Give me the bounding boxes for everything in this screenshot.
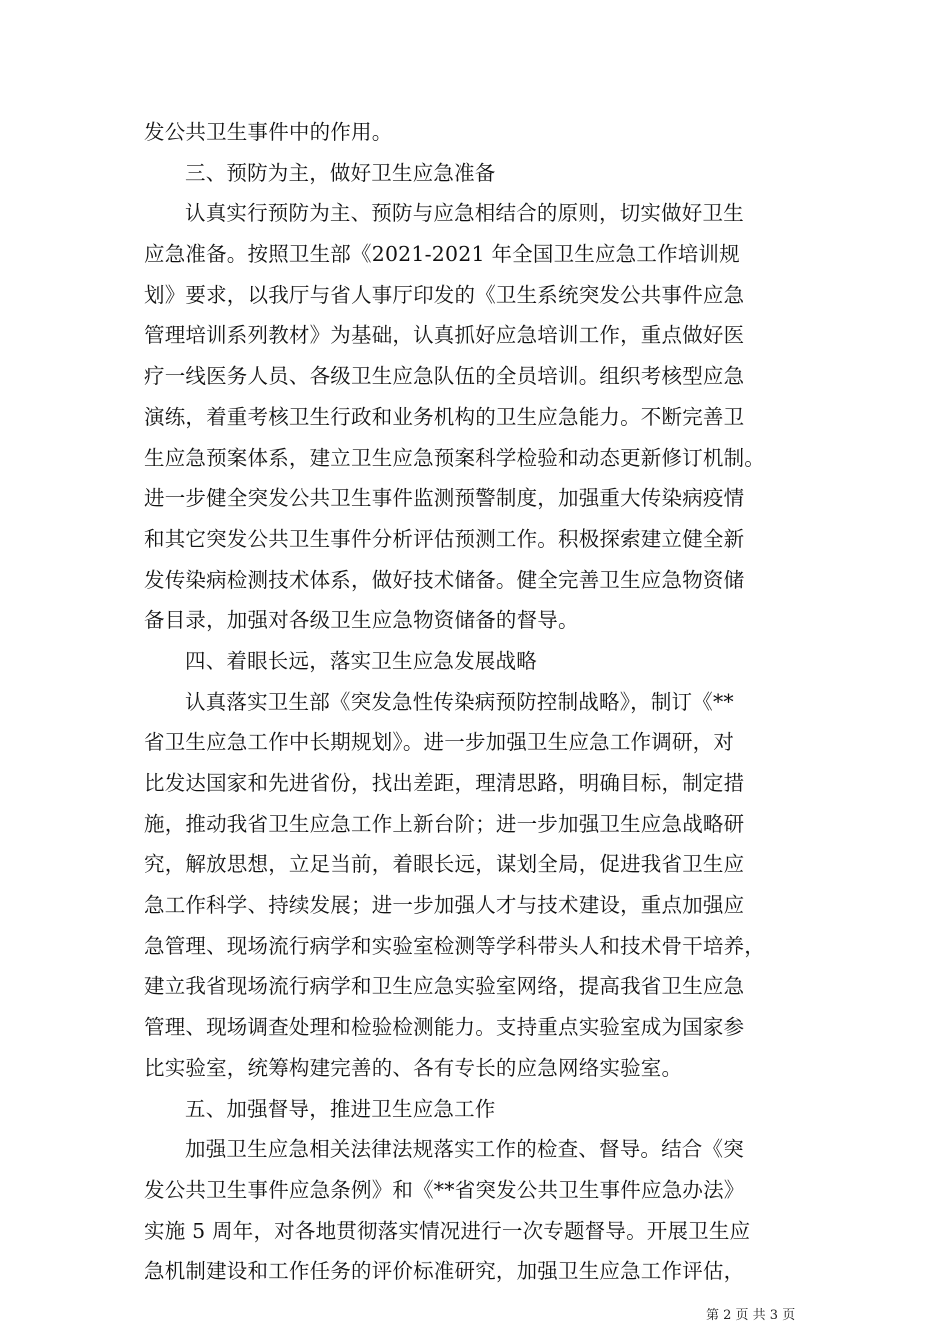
page-number: 第 2 页 共 3 页 (706, 1308, 796, 1323)
text-line: 施，推动我省卫生应急工作上新台阶；进一步加强卫生应急战略研 (144, 811, 745, 836)
text-line: 比发达国家和先进省份，找出差距，理清思路，明确目标，制定措 (144, 771, 745, 795)
text-line: 省卫生应急工作中长期规划》。进一步加强卫生应急工作调研，对 (144, 730, 735, 755)
text-line: 划》要求，以我厅与省人事厅印发的《卫生系统突发公共事件应急 (144, 282, 745, 307)
text-line: 实施 5 周年，对各地贯彻落实情况进行一次专题督导。开展卫生应 (144, 1218, 751, 1243)
text-line: 五、加强督导，推进卫生应急工作 (185, 1096, 496, 1121)
text-line: 发传染病检测技术体系，做好技术储备。健全完善卫生应急物资储 (144, 567, 745, 592)
text-line: 比实验室，统筹构建完善的、各有专长的应急网络实验室。 (144, 1055, 683, 1080)
text-line: 急工作科学、持续发展；进一步加强人才与技术建设，重点加强应 (144, 893, 745, 918)
text-line: 疗一线医务人员、各级卫生应急队伍的全员培训。组织考核型应急 (144, 364, 745, 389)
text-line: 究，解放思想，立足当前，着眼长远，谋划全局，促进我省卫生应 (144, 852, 745, 877)
text-line: 急机制建设和工作任务的评价标准研究，加强卫生应急工作评估， (144, 1259, 745, 1284)
text-line: 进一步健全突发公共卫生事件监测预警制度，加强重大传染病疫情 (144, 486, 745, 511)
text-line: 管理、现场调查处理和检验检测能力。支持重点实验室成为国家参 (144, 1015, 745, 1040)
text-line: 应急准备。按照卫生部《2021-2021 年全国卫生应急工作培训规 (144, 242, 740, 267)
text-line: 认真落实卫生部《突发急性传染病预防控制战略》，制订《** (185, 689, 734, 714)
text-line: 演练，着重考核卫生行政和业务机构的卫生应急能力。不断完善卫 (144, 404, 745, 429)
text-line: 四、着眼长远，落实卫生应急发展战略 (185, 648, 537, 673)
text-line: 三、预防为主，做好卫生应急准备 (185, 160, 496, 185)
text-line: 认真实行预防为主、预防与应急相结合的原则，切实做好卫生 (185, 201, 744, 226)
text-line: 生应急预案体系，建立卫生应急预案科学检验和动态更新修订机制。 (144, 445, 765, 470)
text-line: 管理培训系列教材》为基础，认真抓好应急培训工作，重点做好医 (144, 323, 745, 348)
text-line: 急管理、现场流行病学和实验室检测等学科带头人和技术骨干培养， (144, 933, 765, 958)
text-line: 发公共卫生事件中的作用。 (144, 120, 393, 144)
text-line: 加强卫生应急相关法律法规落实工作的检查、督导。结合《突 (185, 1137, 744, 1162)
document-body (144, 112, 824, 1292)
text-line: 备目录，加强对各级卫生应急物资储备的督导。 (144, 608, 579, 633)
text-line: 和其它突发公共卫生事件分析评估预测工作。积极探索建立健全新 (144, 526, 745, 551)
text-line: 建立我省现场流行病学和卫生应急实验室网络，提高我省卫生应急 (144, 974, 745, 999)
text-line: 发公共卫生事件应急条例》和《**省突发公共卫生事件应急办法》 (144, 1177, 745, 1202)
